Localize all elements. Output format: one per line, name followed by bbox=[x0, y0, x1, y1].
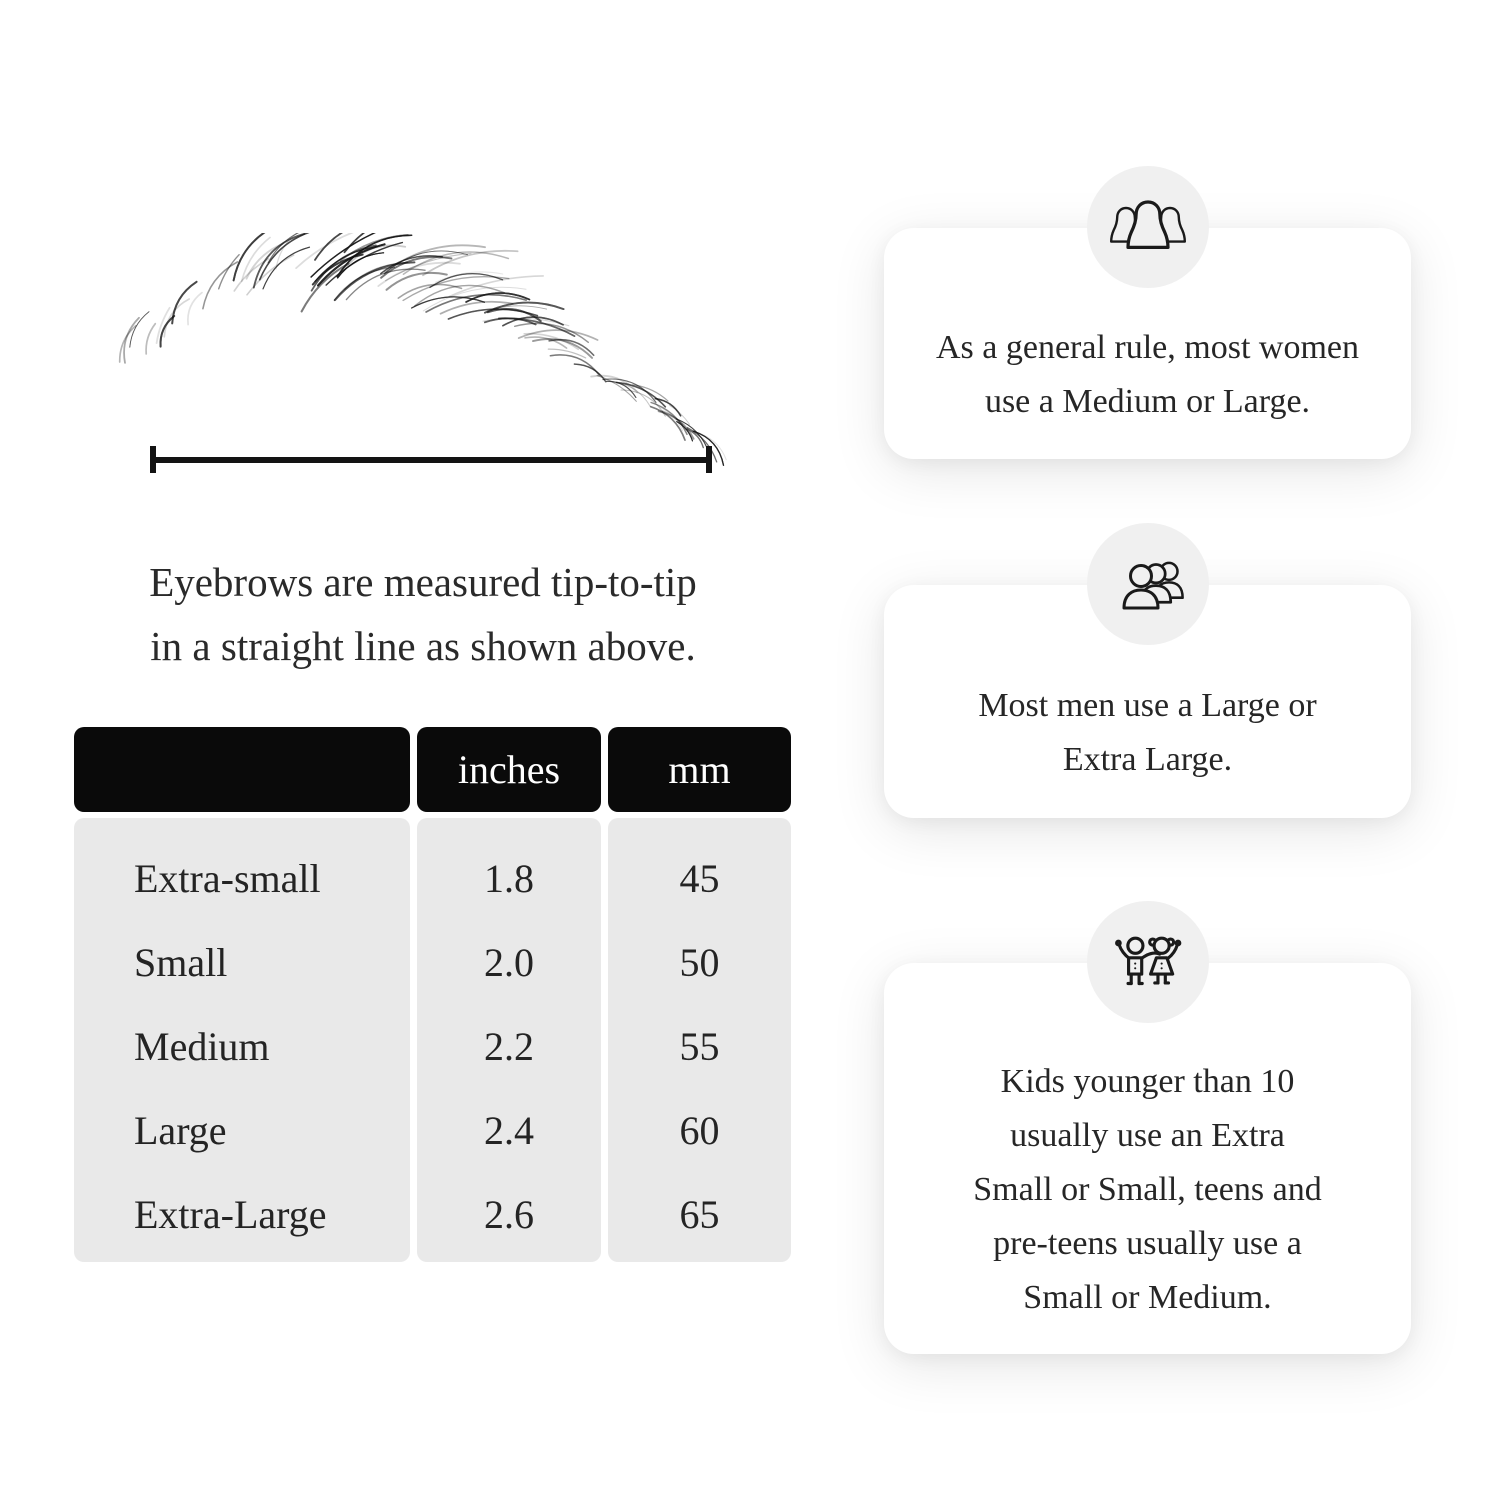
size-table-label-column bbox=[74, 818, 410, 1262]
measurement-line bbox=[150, 446, 712, 473]
inches-value: 2.2 bbox=[484, 1023, 534, 1069]
card-text-line: usually use an Extra bbox=[1010, 1116, 1285, 1154]
measurement-caption bbox=[108, 550, 738, 678]
mm-value: 45 bbox=[679, 855, 720, 901]
card-text-line: Kids younger than 10 bbox=[1000, 1062, 1295, 1100]
mm-value: 55 bbox=[679, 1023, 720, 1069]
kids-icon-circle bbox=[1087, 901, 1209, 1023]
size-label: Extra-Large bbox=[134, 1191, 327, 1237]
card-text-line: use a Medium or Large. bbox=[984, 382, 1311, 420]
card-text-line: As a general rule, most women bbox=[936, 328, 1359, 366]
size-table-header bbox=[74, 727, 791, 812]
info-card-text bbox=[973, 1055, 1321, 1325]
caption-line: Eyebrows are measured tip-to-tip bbox=[149, 559, 697, 605]
inches-value: 2.0 bbox=[484, 939, 534, 985]
measurement-line-bar bbox=[150, 457, 712, 463]
size-table-header-inches: inches bbox=[417, 727, 601, 812]
info-card-text bbox=[936, 321, 1359, 429]
size-label: Large bbox=[134, 1107, 227, 1153]
inches-value: 2.6 bbox=[484, 1191, 534, 1237]
card-text-line: Most men use a Large or bbox=[978, 686, 1317, 724]
men-icon-circle bbox=[1087, 523, 1209, 645]
children-icon bbox=[1107, 930, 1189, 994]
inches-value: 1.8 bbox=[484, 855, 534, 901]
size-label: Medium bbox=[134, 1023, 270, 1069]
size-table-mm-column bbox=[608, 818, 791, 1262]
card-text-line: pre-teens usually use a bbox=[993, 1224, 1302, 1262]
measurement-line-right-cap bbox=[706, 446, 712, 473]
women-icon-circle bbox=[1087, 166, 1209, 288]
size-table-header-blank bbox=[74, 727, 410, 812]
size-table bbox=[74, 727, 791, 1262]
size-table-body bbox=[74, 818, 791, 1262]
men-group-icon bbox=[1105, 541, 1191, 627]
size-label: Small bbox=[134, 939, 228, 985]
size-table-header-mm: mm bbox=[608, 727, 791, 812]
mm-value: 60 bbox=[679, 1107, 720, 1153]
info-card-text bbox=[978, 679, 1316, 787]
mm-value: 50 bbox=[679, 939, 720, 985]
size-label: Extra-small bbox=[134, 855, 321, 901]
mm-value: 65 bbox=[679, 1191, 720, 1237]
card-text-line: Extra Large. bbox=[1062, 740, 1233, 778]
card-text-line: Small or Medium. bbox=[1023, 1278, 1272, 1316]
info-card-men bbox=[884, 585, 1411, 818]
info-card-women bbox=[884, 228, 1411, 459]
info-card-kids bbox=[884, 963, 1411, 1354]
size-table-inches-column bbox=[417, 818, 601, 1262]
card-text-line: Small or Small, teens and bbox=[973, 1170, 1322, 1208]
eyebrow-illustration bbox=[108, 233, 748, 468]
inches-value: 2.4 bbox=[484, 1107, 534, 1153]
women-group-icon bbox=[1105, 184, 1191, 270]
caption-line: in a straight line as shown above. bbox=[150, 623, 696, 669]
